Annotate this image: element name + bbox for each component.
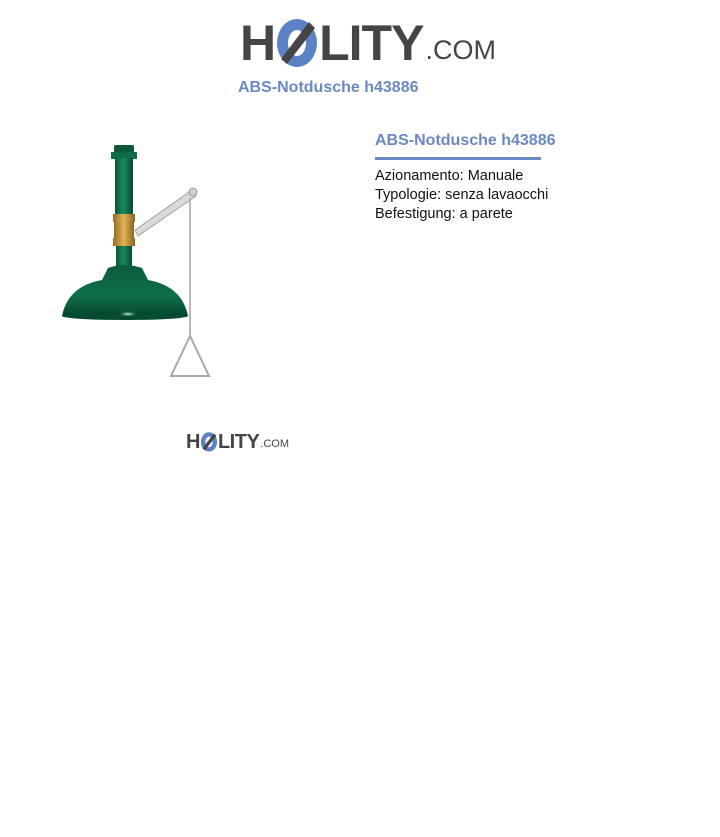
logo-letters-lity: LITY [319,15,424,71]
spec-azionamento: Azionamento: Manuale [375,168,524,184]
logo-o-icon [200,431,218,452]
logo-letter-h: H [186,431,200,453]
product-info-panel [375,131,695,224]
title-underline [375,157,541,160]
spec-typologie: Typologie: senza lavaocchi [375,187,549,203]
emergency-shower-icon [56,140,226,390]
logo-letter-h: H [240,15,276,71]
spec-befestigung: Befestigung: a parete [375,206,513,222]
logo-suffix: .COM [260,438,290,450]
page-title: ABS-Notdusche h43886 [238,79,419,96]
brand-logo[interactable] [240,12,496,71]
logo-letters-lity: LITY [217,431,260,453]
product-title: ABS-Notdusche h43886 [375,132,556,149]
logo-o-icon [275,16,319,68]
watermark-logo [186,431,289,452]
logo-suffix: .COM [425,35,496,65]
